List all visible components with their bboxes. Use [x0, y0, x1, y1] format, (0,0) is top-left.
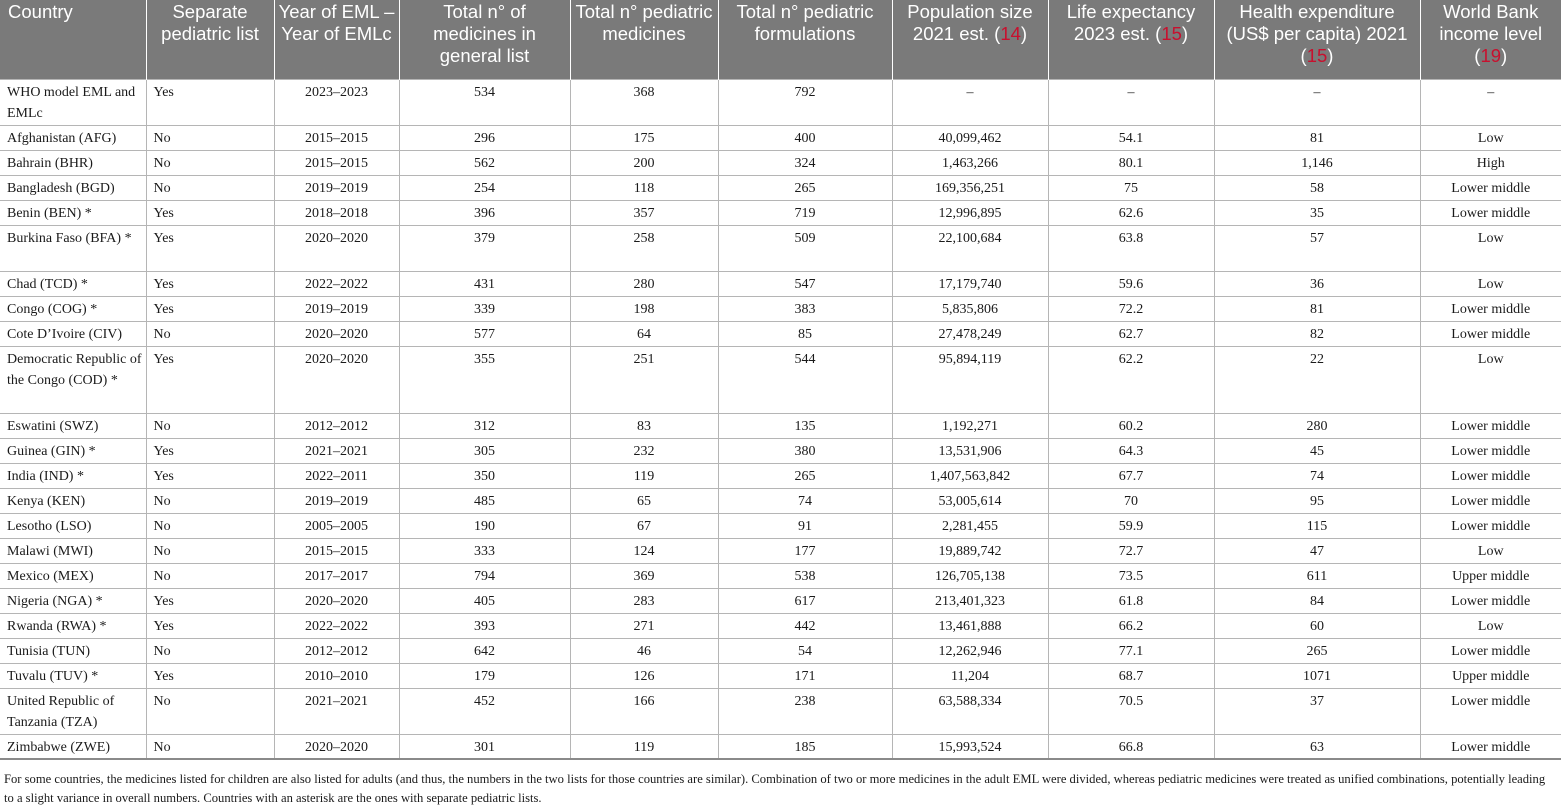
income-level-cell: Lower middle: [1420, 588, 1561, 613]
header-country: Country: [0, 0, 146, 79]
separate-list-cell: Yes: [146, 225, 274, 271]
country-cell: Tunisia (TUN): [0, 638, 146, 663]
income-level-cell: Lower middle: [1420, 438, 1561, 463]
separate-list-cell: Yes: [146, 79, 274, 125]
pediatric-formulations-cell: 177: [718, 538, 892, 563]
population-cell: 12,996,895: [892, 200, 1048, 225]
country-cell: Burkina Faso (BFA) *: [0, 225, 146, 271]
separate-list-cell: No: [146, 488, 274, 513]
income-level-cell: Lower middle: [1420, 200, 1561, 225]
general-total-cell: 794: [399, 563, 570, 588]
pediatric-formulations-cell: 792: [718, 79, 892, 125]
life-expectancy-cell: 67.7: [1048, 463, 1214, 488]
life-expectancy-cell: 72.7: [1048, 538, 1214, 563]
separate-list-cell: Yes: [146, 271, 274, 296]
income-level-cell: Lower middle: [1420, 296, 1561, 321]
eml-years-cell: 2021–2021: [274, 438, 399, 463]
population-cell: 17,179,740: [892, 271, 1048, 296]
country-cell: Lesotho (LSO): [0, 513, 146, 538]
eml-years-cell: 2023–2023: [274, 79, 399, 125]
reference-link[interactable]: 15: [1306, 45, 1328, 66]
health-expenditure-cell: 82: [1214, 321, 1420, 346]
population-cell: 11,204: [892, 663, 1048, 688]
eml-years-cell: 2018–2018: [274, 200, 399, 225]
table-row: [0, 296, 1561, 321]
income-level-cell: Lower middle: [1420, 734, 1561, 759]
pediatric-medicines-cell: 271: [570, 613, 718, 638]
reference-link[interactable]: 15: [1161, 23, 1182, 44]
country-cell: United Republic of Tanzania (TZA): [0, 688, 146, 734]
life-expectancy-cell: 77.1: [1048, 638, 1214, 663]
pediatric-medicines-cell: 124: [570, 538, 718, 563]
header-pediatric-formulations: Total n° pediatric formulations: [718, 0, 892, 79]
life-expectancy-cell: 62.2: [1048, 346, 1214, 413]
header-general-total: Total n° of medicines in general list: [399, 0, 570, 79]
separate-list-cell: No: [146, 563, 274, 588]
health-expenditure-cell: 35: [1214, 200, 1420, 225]
header-health-expenditure: Health expenditure (US$ per capita) 2021 (15): [1214, 0, 1420, 79]
country-cell: India (IND) *: [0, 463, 146, 488]
table-row: [0, 563, 1561, 588]
income-level-cell: Lower middle: [1420, 513, 1561, 538]
header-pediatric-medicines: Total n° pediatric medicines: [570, 0, 718, 79]
pediatric-formulations-cell: 442: [718, 613, 892, 638]
general-total-cell: 577: [399, 321, 570, 346]
life-expectancy-cell: 62.7: [1048, 321, 1214, 346]
life-expectancy-cell: 75: [1048, 175, 1214, 200]
life-expectancy-cell: 64.3: [1048, 438, 1214, 463]
health-expenditure-cell: –: [1214, 79, 1420, 125]
population-cell: 169,356,251: [892, 175, 1048, 200]
population-cell: 63,588,334: [892, 688, 1048, 734]
eml-years-cell: 2020–2020: [274, 225, 399, 271]
life-expectancy-cell: 63.8: [1048, 225, 1214, 271]
pediatric-formulations-cell: 538: [718, 563, 892, 588]
country-cell: Afghanistan (AFG): [0, 125, 146, 150]
pediatric-formulations-cell: 547: [718, 271, 892, 296]
health-expenditure-cell: 58: [1214, 175, 1420, 200]
health-expenditure-cell: 36: [1214, 271, 1420, 296]
population-cell: 1,192,271: [892, 413, 1048, 438]
population-cell: 13,461,888: [892, 613, 1048, 638]
separate-list-cell: No: [146, 638, 274, 663]
eml-years-cell: 2015–2015: [274, 125, 399, 150]
health-expenditure-cell: 81: [1214, 125, 1420, 150]
table-row: [0, 200, 1561, 225]
population-cell: 19,889,742: [892, 538, 1048, 563]
eml-years-cell: 2010–2010: [274, 663, 399, 688]
pediatric-medicines-cell: 46: [570, 638, 718, 663]
eml-years-cell: 2017–2017: [274, 563, 399, 588]
life-expectancy-cell: –: [1048, 79, 1214, 125]
life-expectancy-cell: 60.2: [1048, 413, 1214, 438]
pediatric-formulations-cell: 85: [718, 321, 892, 346]
pediatric-medicines-cell: 119: [570, 463, 718, 488]
eml-years-cell: 2020–2020: [274, 321, 399, 346]
general-total-cell: 452: [399, 688, 570, 734]
general-total-cell: 350: [399, 463, 570, 488]
general-total-cell: 405: [399, 588, 570, 613]
header-row: [0, 0, 1561, 79]
separate-list-cell: No: [146, 688, 274, 734]
header-separate-list: Separate pediatric list: [146, 0, 274, 79]
income-level-cell: –: [1420, 79, 1561, 125]
separate-list-cell: No: [146, 150, 274, 175]
income-level-cell: Upper middle: [1420, 663, 1561, 688]
eml-years-cell: 2022–2022: [274, 271, 399, 296]
pediatric-medicines-cell: 118: [570, 175, 718, 200]
population-cell: 53,005,614: [892, 488, 1048, 513]
country-cell: Chad (TCD) *: [0, 271, 146, 296]
pediatric-medicines-cell: 280: [570, 271, 718, 296]
general-total-cell: 312: [399, 413, 570, 438]
separate-list-cell: Yes: [146, 346, 274, 413]
separate-list-cell: No: [146, 538, 274, 563]
country-cell: Tuvalu (TUV) *: [0, 663, 146, 688]
health-expenditure-cell: 74: [1214, 463, 1420, 488]
pediatric-formulations-cell: 509: [718, 225, 892, 271]
income-level-cell: Lower middle: [1420, 175, 1561, 200]
eml-years-cell: 2019–2019: [274, 175, 399, 200]
health-expenditure-cell: 265: [1214, 638, 1420, 663]
table-row: [0, 638, 1561, 663]
separate-list-cell: Yes: [146, 613, 274, 638]
country-cell: Malawi (MWI): [0, 538, 146, 563]
income-level-cell: Lower middle: [1420, 638, 1561, 663]
pediatric-formulations-cell: 171: [718, 663, 892, 688]
table-row: [0, 663, 1561, 688]
income-level-cell: Lower middle: [1420, 413, 1561, 438]
health-expenditure-cell: 84: [1214, 588, 1420, 613]
health-expenditure-cell: 57: [1214, 225, 1420, 271]
general-total-cell: 534: [399, 79, 570, 125]
pediatric-medicines-cell: 283: [570, 588, 718, 613]
pediatric-formulations-cell: 265: [718, 463, 892, 488]
country-cell: Bangladesh (BGD): [0, 175, 146, 200]
separate-list-cell: Yes: [146, 296, 274, 321]
country-cell: Kenya (KEN): [0, 488, 146, 513]
header-income-level: World Bank income level (19): [1420, 0, 1561, 79]
pediatric-formulations-cell: 135: [718, 413, 892, 438]
pediatric-formulations-cell: 91: [718, 513, 892, 538]
health-expenditure-cell: 45: [1214, 438, 1420, 463]
pediatric-formulations-cell: 265: [718, 175, 892, 200]
table-row: [0, 463, 1561, 488]
general-total-cell: 562: [399, 150, 570, 175]
pediatric-medicines-cell: 357: [570, 200, 718, 225]
separate-list-cell: No: [146, 413, 274, 438]
country-cell: Eswatini (SWZ): [0, 413, 146, 438]
eml-years-cell: 2012–2012: [274, 638, 399, 663]
pediatric-formulations-cell: 383: [718, 296, 892, 321]
country-cell: Mexico (MEX): [0, 563, 146, 588]
table-row: [0, 79, 1561, 125]
table-row: [0, 271, 1561, 296]
eml-years-cell: 2020–2020: [274, 734, 399, 759]
pediatric-medicines-cell: 175: [570, 125, 718, 150]
income-level-cell: Lower middle: [1420, 463, 1561, 488]
eml-years-cell: 2015–2015: [274, 150, 399, 175]
population-cell: 13,531,906: [892, 438, 1048, 463]
pediatric-formulations-cell: 719: [718, 200, 892, 225]
separate-list-cell: No: [146, 513, 274, 538]
pediatric-medicines-cell: 67: [570, 513, 718, 538]
reference-link[interactable]: 14: [1000, 23, 1021, 44]
pediatric-formulations-cell: 74: [718, 488, 892, 513]
life-expectancy-cell: 72.2: [1048, 296, 1214, 321]
separate-list-cell: Yes: [146, 200, 274, 225]
income-level-cell: Low: [1420, 346, 1561, 413]
table-footnote: For some countries, the medicines listed for children are also listed for adults (and thus, the numbers in the two lists for those countries are similar). Combination of two or more medicines in the adult EML were divided, whereas pediatric medicines were treated as unified combinations, potentially leading to a slight variance in overall numbers. Countries with an asterisk are the ones with separate pediatric lists.: [4, 772, 1546, 805]
separate-list-cell: No: [146, 175, 274, 200]
pediatric-formulations-cell: 238: [718, 688, 892, 734]
pediatric-medicines-cell: 126: [570, 663, 718, 688]
eml-years-cell: 2022–2011: [274, 463, 399, 488]
separate-list-cell: No: [146, 321, 274, 346]
country-cell: Guinea (GIN) *: [0, 438, 146, 463]
health-expenditure-cell: 115: [1214, 513, 1420, 538]
income-level-cell: Low: [1420, 271, 1561, 296]
reference-link[interactable]: 19: [1480, 45, 1502, 66]
income-level-cell: Low: [1420, 225, 1561, 271]
pediatric-medicines-cell: 119: [570, 734, 718, 759]
table-row: [0, 321, 1561, 346]
separate-list-cell: Yes: [146, 663, 274, 688]
pediatric-formulations-cell: 54: [718, 638, 892, 663]
life-expectancy-cell: 66.2: [1048, 613, 1214, 638]
life-expectancy-cell: 66.8: [1048, 734, 1214, 759]
eml-years-cell: 2012–2012: [274, 413, 399, 438]
pediatric-medicines-cell: 83: [570, 413, 718, 438]
pediatric-medicines-cell: 258: [570, 225, 718, 271]
pediatric-medicines-cell: 251: [570, 346, 718, 413]
pediatric-medicines-cell: 232: [570, 438, 718, 463]
health-expenditure-cell: 611: [1214, 563, 1420, 588]
population-cell: 40,099,462: [892, 125, 1048, 150]
separate-list-cell: No: [146, 734, 274, 759]
eml-years-cell: 2020–2020: [274, 588, 399, 613]
separate-list-cell: Yes: [146, 438, 274, 463]
country-cell: Rwanda (RWA) *: [0, 613, 146, 638]
pediatric-formulations-cell: 400: [718, 125, 892, 150]
table-body: [0, 79, 1561, 759]
population-cell: 27,478,249: [892, 321, 1048, 346]
health-expenditure-cell: 22: [1214, 346, 1420, 413]
population-cell: –: [892, 79, 1048, 125]
table-row: [0, 513, 1561, 538]
separate-list-cell: Yes: [146, 463, 274, 488]
table-row: [0, 688, 1561, 734]
table-row: [0, 346, 1561, 413]
eml-years-cell: 2022–2022: [274, 613, 399, 638]
table-row: [0, 225, 1561, 271]
table-row: [0, 125, 1561, 150]
population-cell: 12,262,946: [892, 638, 1048, 663]
eml-years-cell: 2021–2021: [274, 688, 399, 734]
population-cell: 1,463,266: [892, 150, 1048, 175]
general-total-cell: 190: [399, 513, 570, 538]
table-row: [0, 488, 1561, 513]
income-level-cell: Low: [1420, 538, 1561, 563]
population-cell: 2,281,455: [892, 513, 1048, 538]
general-total-cell: 431: [399, 271, 570, 296]
header-life-expectancy: Life expectancy 2023 est. (15): [1048, 0, 1214, 79]
country-cell: Democratic Republic of the Congo (COD) *: [0, 346, 146, 413]
table-row: [0, 588, 1561, 613]
population-cell: 5,835,806: [892, 296, 1048, 321]
general-total-cell: 296: [399, 125, 570, 150]
pediatric-medicines-cell: 198: [570, 296, 718, 321]
population-cell: 126,705,138: [892, 563, 1048, 588]
country-cell: Bahrain (BHR): [0, 150, 146, 175]
life-expectancy-cell: 80.1: [1048, 150, 1214, 175]
health-expenditure-cell: 63: [1214, 734, 1420, 759]
general-total-cell: 396: [399, 200, 570, 225]
general-total-cell: 339: [399, 296, 570, 321]
life-expectancy-cell: 54.1: [1048, 125, 1214, 150]
income-level-cell: High: [1420, 150, 1561, 175]
general-total-cell: 485: [399, 488, 570, 513]
income-level-cell: Low: [1420, 125, 1561, 150]
life-expectancy-cell: 59.9: [1048, 513, 1214, 538]
life-expectancy-cell: 59.6: [1048, 271, 1214, 296]
table-row: [0, 175, 1561, 200]
life-expectancy-cell: 61.8: [1048, 588, 1214, 613]
pediatric-medicines-cell: 64: [570, 321, 718, 346]
health-expenditure-cell: 47: [1214, 538, 1420, 563]
country-cell: WHO model EML and EMLc: [0, 79, 146, 125]
health-expenditure-cell: 81: [1214, 296, 1420, 321]
pediatric-medicines-cell: 65: [570, 488, 718, 513]
life-expectancy-cell: 73.5: [1048, 563, 1214, 588]
general-total-cell: 379: [399, 225, 570, 271]
table-row: [0, 538, 1561, 563]
general-total-cell: 393: [399, 613, 570, 638]
country-cell: Cote D’Ivoire (CIV): [0, 321, 146, 346]
population-cell: 15,993,524: [892, 734, 1048, 759]
general-total-cell: 642: [399, 638, 570, 663]
pediatric-formulations-cell: 617: [718, 588, 892, 613]
pediatric-formulations-cell: 324: [718, 150, 892, 175]
table-row: [0, 613, 1561, 638]
income-level-cell: Lower middle: [1420, 688, 1561, 734]
table-row: [0, 150, 1561, 175]
pediatric-formulations-cell: 185: [718, 734, 892, 759]
health-expenditure-cell: 1071: [1214, 663, 1420, 688]
table-row: [0, 438, 1561, 463]
income-level-cell: Lower middle: [1420, 488, 1561, 513]
pediatric-medicines-cell: 166: [570, 688, 718, 734]
population-cell: 1,407,563,842: [892, 463, 1048, 488]
general-total-cell: 179: [399, 663, 570, 688]
eml-years-cell: 2019–2019: [274, 488, 399, 513]
country-cell: Congo (COG) *: [0, 296, 146, 321]
population-cell: 213,401,323: [892, 588, 1048, 613]
health-expenditure-cell: 95: [1214, 488, 1420, 513]
eml-years-cell: 2019–2019: [274, 296, 399, 321]
general-total-cell: 301: [399, 734, 570, 759]
income-level-cell: Upper middle: [1420, 563, 1561, 588]
header-population: Population size 2021 est. (14): [892, 0, 1048, 79]
general-total-cell: 355: [399, 346, 570, 413]
health-expenditure-cell: 280: [1214, 413, 1420, 438]
country-cell: Benin (BEN) *: [0, 200, 146, 225]
income-level-cell: Lower middle: [1420, 321, 1561, 346]
pediatric-formulations-cell: 544: [718, 346, 892, 413]
general-total-cell: 305: [399, 438, 570, 463]
income-level-cell: Low: [1420, 613, 1561, 638]
pediatric-medicines-cell: 369: [570, 563, 718, 588]
pediatric-medicines-cell: 368: [570, 79, 718, 125]
table-row: [0, 734, 1561, 759]
country-cell: Nigeria (NGA) *: [0, 588, 146, 613]
pediatric-medicines-cell: 200: [570, 150, 718, 175]
separate-list-cell: Yes: [146, 588, 274, 613]
life-expectancy-cell: 70: [1048, 488, 1214, 513]
pediatric-formulations-cell: 380: [718, 438, 892, 463]
eml-years-cell: 2005–2005: [274, 513, 399, 538]
health-expenditure-cell: 1,146: [1214, 150, 1420, 175]
separate-list-cell: No: [146, 125, 274, 150]
health-expenditure-cell: 37: [1214, 688, 1420, 734]
country-cell: Zimbabwe (ZWE): [0, 734, 146, 759]
life-expectancy-cell: 70.5: [1048, 688, 1214, 734]
eml-years-cell: 2015–2015: [274, 538, 399, 563]
header-years: Year of EML – Year of EMLc: [274, 0, 399, 79]
table-row: [0, 413, 1561, 438]
eml-years-cell: 2020–2020: [274, 346, 399, 413]
general-total-cell: 254: [399, 175, 570, 200]
general-total-cell: 333: [399, 538, 570, 563]
health-expenditure-cell: 60: [1214, 613, 1420, 638]
population-cell: 95,894,119: [892, 346, 1048, 413]
life-expectancy-cell: 62.6: [1048, 200, 1214, 225]
life-expectancy-cell: 68.7: [1048, 663, 1214, 688]
population-cell: 22,100,684: [892, 225, 1048, 271]
